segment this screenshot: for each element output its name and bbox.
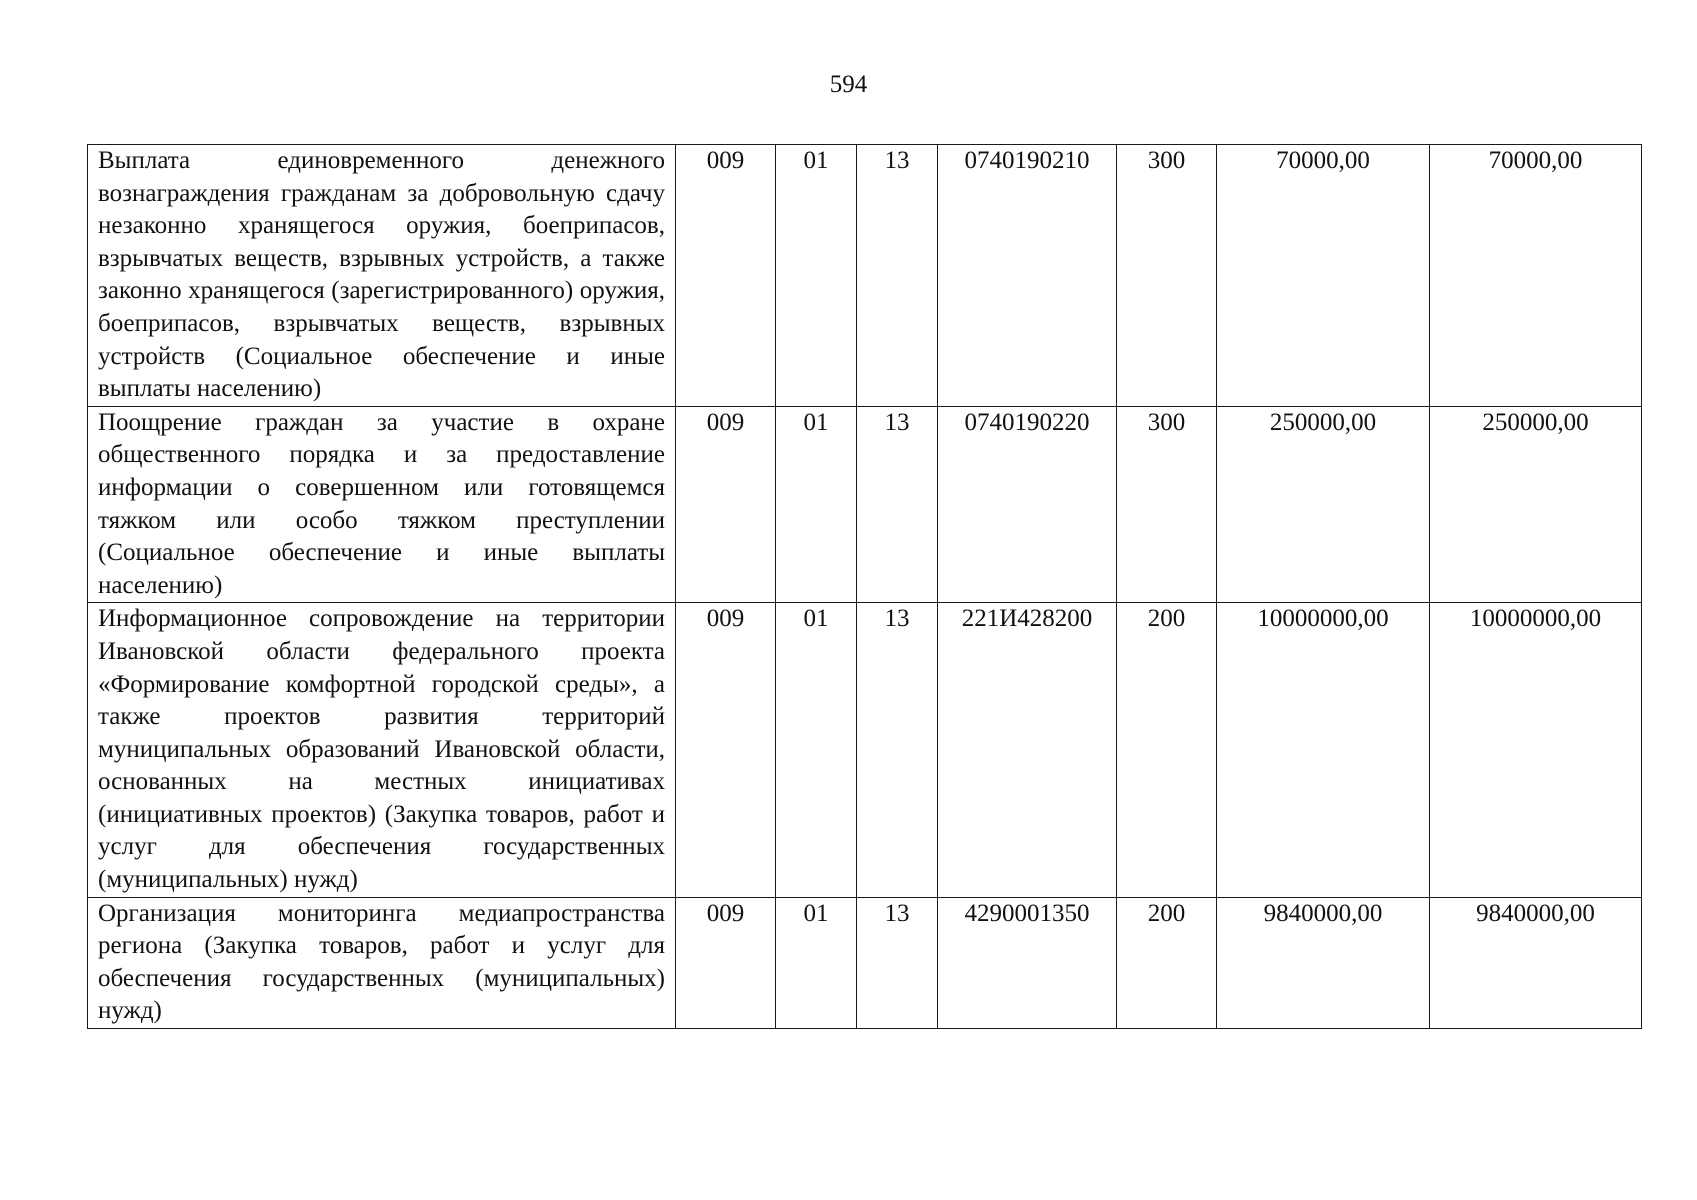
ministry-code: 009 xyxy=(676,603,776,897)
page-number: 594 xyxy=(829,71,868,98)
subsection-code: 13 xyxy=(857,603,938,897)
section-code: 01 xyxy=(776,897,857,1028)
subsection-code: 13 xyxy=(857,145,938,407)
row-description: Выплата единовременного денежного вознаграждения гражданам за добровольную сдачу незаконно хранящегося оружия, боеприпасов, взрывчатых веществ, взрывных устройств, а также законно хранящегося (зарегистрированного) оружия, боеприпасов, взрывчатых веществ, взрывных устройств (Социальное обеспечение и иные выплаты населению) xyxy=(88,145,676,407)
ministry-code: 009 xyxy=(676,897,776,1028)
target-article-code: 4290001350 xyxy=(938,897,1117,1028)
amount-1: 70000,00 xyxy=(1217,145,1430,407)
section-code: 01 xyxy=(776,406,857,603)
expense-type-code: 200 xyxy=(1117,897,1217,1028)
table-row xyxy=(88,603,1642,897)
expense-type-code: 300 xyxy=(1117,406,1217,603)
row-description: Организация мониторинга медиапространства региона (Закупка товаров, работ и услуг для обеспечения государственных (муниципальных) нужд) xyxy=(88,897,676,1028)
amount-1: 250000,00 xyxy=(1217,406,1430,603)
row-description: Информационное сопровождение на территории Ивановской области федерального проекта «Формирование комфортной городской среды», а также проектов развития территорий муниципальных образований Ивановской области, основанных на местных инициативах (инициативных проектов) (Закупка товаров, работ и услуг для обеспечения государственных (муниципальных) нужд) xyxy=(88,603,676,897)
budget-table xyxy=(87,144,1642,1029)
row-description: Поощрение граждан за участие в охране общественного порядка и за предоставление информации о совершенном или готовящемся тяжком или особо тяжком преступлении (Социальное обеспечение и иные выплаты населению) xyxy=(88,406,676,603)
amount-2: 10000000,00 xyxy=(1430,603,1642,897)
amount-2: 250000,00 xyxy=(1430,406,1642,603)
amount-2: 70000,00 xyxy=(1430,145,1642,407)
target-article-code: 0740190220 xyxy=(938,406,1117,603)
amount-1: 9840000,00 xyxy=(1217,897,1430,1028)
subsection-code: 13 xyxy=(857,406,938,603)
amount-2: 9840000,00 xyxy=(1430,897,1642,1028)
ministry-code: 009 xyxy=(676,145,776,407)
table-row xyxy=(88,897,1642,1028)
table-row xyxy=(88,145,1642,407)
ministry-code: 009 xyxy=(676,406,776,603)
target-article-code: 0740190210 xyxy=(938,145,1117,407)
target-article-code: 221И428200 xyxy=(938,603,1117,897)
section-code: 01 xyxy=(776,145,857,407)
expense-type-code: 300 xyxy=(1117,145,1217,407)
subsection-code: 13 xyxy=(857,897,938,1028)
amount-1: 10000000,00 xyxy=(1217,603,1430,897)
table-row xyxy=(88,406,1642,603)
section-code: 01 xyxy=(776,603,857,897)
expense-type-code: 200 xyxy=(1117,603,1217,897)
